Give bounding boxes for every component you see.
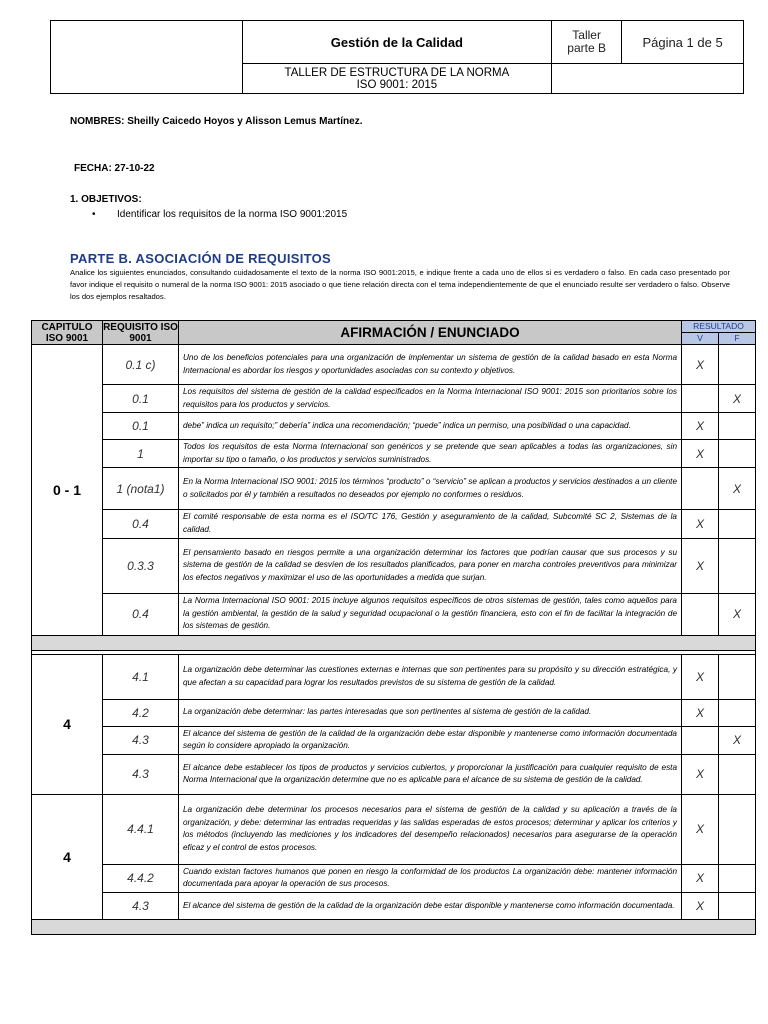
requisito-cell: 0.1 c) [103, 345, 179, 385]
result-f-cell [719, 699, 756, 726]
table-row [32, 754, 756, 794]
separator-row [32, 635, 756, 650]
bullet-dot: • [92, 209, 96, 220]
result-f-cell [719, 345, 756, 385]
result-v-cell: X [682, 345, 719, 385]
requisito-cell: 4.2 [103, 699, 179, 726]
table-row [32, 892, 756, 919]
statement-cell: El alcance debe establecer los tipos de productos y servicios cubiertos, y proporcionar la justificación para cualquier requisito de esta Norma Internacional que la organización determine que no es aplicable para el alcance de su sistema de gestión de la calidad. [179, 754, 682, 794]
result-f-cell [719, 754, 756, 794]
header-title: Gestión de la Calidad [242, 21, 552, 64]
statement-cell: Los requisitos del sistema de gestión de la calidad especificados en la Norma Internacional ISO 9001: 2015 son prioritarios sobre los requisitos para los productos y servicios. [179, 385, 682, 413]
statement-cell: El pensamiento basado en riesgos permite a una organización determinar los factores que podrían causar que sus procesos y su sistema de gestión de la calidad se desvíen de los resultados planificados, para poner en marcha controles preventivos para minimizar los efectos negativos y maximizar el uso de las oportunidades a medida que surjan. [179, 538, 682, 593]
table-row [32, 538, 756, 593]
col-v-header: V [682, 333, 719, 345]
col-f-header: F [719, 333, 756, 345]
objetivos-item: Identificar los requisitos de la norma ISO 9001:2015 [117, 209, 348, 220]
result-v-cell: X [682, 654, 719, 699]
requisito-cell: 4.4.1 [103, 794, 179, 864]
statement-cell: Todos los requisitos de esta Norma Internacional son genéricos y se pretende que sean aplicables a todas las organizaciones, sin importar su tipo o tamaño, o los productos y servicios suministrados. [179, 440, 682, 468]
result-v-cell: X [682, 699, 719, 726]
col-afirmacion-header: AFIRMACIÓN / ENUNCIADO [179, 321, 682, 345]
result-f-cell [719, 538, 756, 593]
result-v-cell [682, 468, 719, 510]
statement-cell: En la Norma Internacional ISO 9001: 2015 los términos “producto” o “servicio” se aplican a productos y servicios destinados a un cliente o solicitados por él y también a resultados no deseados por ejemplo no conformes o residuos. [179, 468, 682, 510]
separator-cell [32, 635, 756, 650]
header-page-number: Página 1 de 5 [622, 21, 744, 64]
requisito-cell: 0.4 [103, 510, 179, 538]
requisito-cell: 0.1 [103, 413, 179, 440]
result-f-cell: X [719, 468, 756, 510]
requisito-cell: 4.3 [103, 754, 179, 794]
table-row [32, 345, 756, 385]
table-row [32, 510, 756, 538]
capitulo-cell: 4 [32, 654, 103, 794]
parte-b-instructions: Analice los siguientes enunciados, consultando cuidadosamente el texto de la norma ISO 9001:2015, e indique frente a cada uno de ellos si es verdadero o falso. En cada caso presentado por favor indique el requisito o numeral de la norma ISO 9001: 2015 asociado o que tiene relación directa con el tema independientemente de que el enunciado resulte ser verdadero o falso. Observe los dos ejemplos resaltados. [70, 268, 730, 301]
fecha-line: FECHA: 27-10-22 [74, 163, 155, 174]
requisito-cell: 4.3 [103, 892, 179, 919]
result-f-cell [719, 654, 756, 699]
nombres-line: NOMBRES: Sheilly Caicedo Hoyos y Alisson Lemus Martínez. [70, 116, 363, 127]
parte-b-title: PARTE B. ASOCIACIÓN DE REQUISITOS [70, 251, 332, 266]
requirements-table [31, 320, 756, 935]
table-row [32, 413, 756, 440]
result-f-cell: X [719, 726, 756, 754]
capitulo-cell: 0 - 1 [32, 345, 103, 636]
result-v-cell: X [682, 892, 719, 919]
statement-cell: La Norma Internacional ISO 9001: 2015 incluye algunos requisitos específicos de otros sistemas de gestión, tales como aquellos para la gestión ambiental, la gestión de la salud y seguridad ocupacional o la gestión financiera, esto con el fin de facilitar la integración de los sistemas de gestión. [179, 593, 682, 635]
table-row [32, 654, 756, 699]
document-header [50, 20, 744, 94]
header-logo-cell [51, 21, 243, 94]
result-f-cell: X [719, 593, 756, 635]
result-v-cell: X [682, 538, 719, 593]
statement-cell: La organización debe determinar los procesos necesarios para el sistema de gestión de la calidad y su aplicación a través de la organización, y debe: determinar las entradas requeridas y las salidas esperadas de estos procesos; determinar y aplicar los criterios y los métodos (incluyendo las mediciones y los indicadores del desempeño relacionados) necesarios para asegurarse de la operación eficaz y el control de estos procesos. [179, 794, 682, 864]
result-f-cell: X [719, 385, 756, 413]
header-empty-cell [552, 64, 744, 94]
statement-cell: El alcance del sistema de gestión de la calidad de la organización debe estar disponible y mantenerse como información documentada según lo considere apropiado la organización. [179, 726, 682, 754]
result-f-cell [719, 413, 756, 440]
statement-cell: El comité responsable de esta norma es el ISO/TC 176, Gestión y aseguramiento de la calidad, Subcomité SC 2, Sistemas de la calidad. [179, 510, 682, 538]
result-v-cell: X [682, 510, 719, 538]
table-row [32, 593, 756, 635]
table-row [32, 864, 756, 892]
header-subtitle: TALLER DE ESTRUCTURA DE LA NORMA ISO 9001: 2015 [242, 64, 552, 94]
statement-cell: Uno de los beneficios potenciales para una organización de implementar un sistema de gestión de la calidad basado en esta Norma Internacional es abordar los riesgos y oportunidades asociadas con su contexto y objetivos. [179, 345, 682, 385]
statement-cell: debe” indica un requisito;” debería” indica una recomendación; “puede” indica un permiso, una posibilidad o una capacidad. [179, 413, 682, 440]
header-taller: Taller parte B [552, 21, 622, 64]
requisito-cell: 4.4.2 [103, 864, 179, 892]
result-f-cell [719, 510, 756, 538]
separator-row [32, 919, 756, 934]
requisito-cell: 0.1 [103, 385, 179, 413]
statement-cell: Cuando existan factores humanos que ponen en riesgo la conformidad de los productos La organización debe: mantener información documentada para apoyar la operación de sus procesos. [179, 864, 682, 892]
result-v-cell: X [682, 794, 719, 864]
result-f-cell [719, 892, 756, 919]
result-f-cell [719, 440, 756, 468]
capitulo-cell: 4 [32, 794, 103, 919]
col-requisito-header: REQUISITO ISO 9001 [103, 321, 178, 344]
requisito-cell: 0.4 [103, 593, 179, 635]
result-v-cell: X [682, 864, 719, 892]
result-v-cell: X [682, 754, 719, 794]
result-v-cell: X [682, 413, 719, 440]
table-row [32, 726, 756, 754]
requisito-cell: 0.3.3 [103, 538, 179, 593]
objetivos-heading: 1. OBJETIVOS: [70, 194, 142, 205]
statement-cell: El alcance del sistema de gestión de la calidad de la organización debe estar disponible y mantenerse como información documentada. [179, 892, 682, 919]
requisito-cell: 4.3 [103, 726, 179, 754]
col-resultado-header: RESULTADO [682, 321, 756, 333]
table-row [32, 440, 756, 468]
requisito-cell: 1 [103, 440, 179, 468]
statement-cell: La organización debe determinar: las partes interesadas que son pertinentes al sistema de gestión de la calidad. [179, 699, 682, 726]
table-row [32, 385, 756, 413]
result-f-cell [719, 794, 756, 864]
result-v-cell [682, 385, 719, 413]
requisito-cell: 1 (nota1) [103, 468, 179, 510]
separator-cell [32, 919, 756, 934]
result-v-cell [682, 593, 719, 635]
col-capitulo-header: CAPITULO ISO 9001 [32, 321, 103, 345]
table-row [32, 699, 756, 726]
result-v-cell: X [682, 440, 719, 468]
result-f-cell [719, 864, 756, 892]
table-row [32, 468, 756, 510]
requisito-cell: 4.1 [103, 654, 179, 699]
result-v-cell [682, 726, 719, 754]
table-row [32, 794, 756, 864]
statement-cell: La organización debe determinar las cuestiones externas e internas que son pertinentes para su propósito y su dirección estratégica, y que afectan a su capacidad para lograr los resultados previstos de su sistema de gestión de la calidad. [179, 654, 682, 699]
